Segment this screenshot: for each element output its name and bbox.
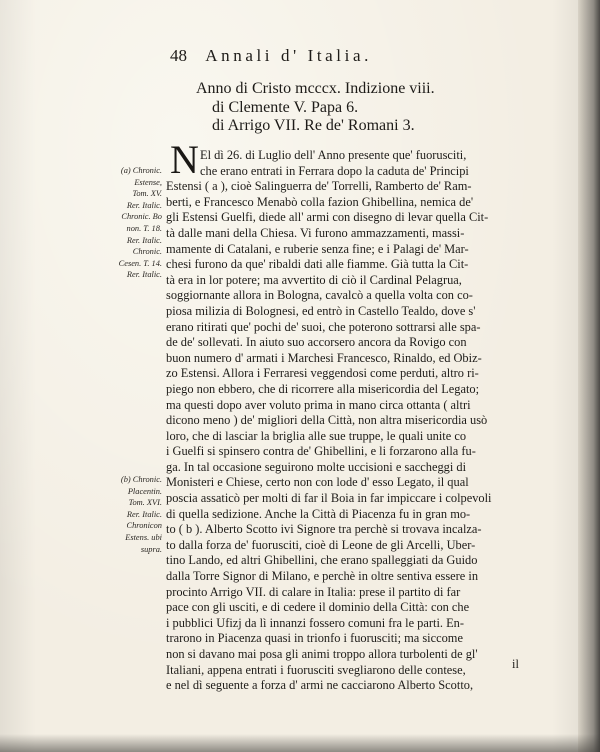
text-line: tino Lando, ed altri Ghibellini, che erano spalleggiati da Guido	[166, 553, 478, 568]
text-line: zo Estensi. Allora i Ferraresi veggendosi come perduti, altro ri-	[166, 366, 479, 381]
text-line: Italiani, appena entrati i fuorusciti svegliarono delle contese,	[166, 662, 466, 677]
marginal-note-line: Chronicon	[126, 521, 162, 531]
page-number: 48	[170, 46, 187, 65]
year-title-block	[196, 80, 435, 136]
marginal-note-a	[98, 165, 162, 281]
text-line: non si davano mai posa gli animi troppo allora turbolenti de gl'	[166, 647, 478, 661]
marginal-note-line: Rer. Italic.	[126, 235, 162, 245]
marginal-note-line: (a) Chronic.	[120, 166, 162, 175]
text-line: ga. In tal occasione seguirono molte uccisioni e saccheggi di	[166, 459, 467, 474]
text-line: Estensi ( a ), cioè Salinguerra de' Torrelli, Ramberto de' Ram-	[166, 179, 472, 194]
text-line: trarono in Piacenza quasi in trionfo i fuorusciti; ma siccome	[166, 631, 463, 646]
drop-cap: N	[170, 137, 199, 182]
marginal-note-line: non. T. 18.	[126, 223, 162, 233]
text-line: i Guelfi si spinsero contra de' Ghibellini, e li forzarono alla fu-	[166, 444, 476, 459]
title-line-king: di Arrigo VII. Re de' Romani 3.	[212, 117, 415, 134]
text-line: soggiornante allora in Bologna, cavalcò a quella volta con co-	[166, 288, 473, 303]
page-bottom-shadow	[0, 734, 600, 752]
text-line: e nel dì seguente a forza d' armi ne cacciarono Alberto Scotto,	[166, 678, 474, 693]
text-line: mamente di Catalani, e ruberie senza fine; e i Palagi de' Mar-	[166, 241, 469, 256]
text-line: pace con gli usciti, e di cedere il dominio della Città: con che	[166, 600, 470, 615]
text-line: piosa milizia di Bolognesi, ed entrò in Castello Tealdo, dove s'	[166, 303, 476, 318]
text-line: di quella sedizione. Anche la Città di Piacenza fu in gran mo-	[166, 506, 471, 521]
text-line: loro, che di lasciar la briglia alle sue truppe, le quali unite co	[166, 428, 467, 443]
text-line: i pubblici Ufizj da lì innanzi fossero comuni fra le parti. En-	[166, 615, 464, 630]
text-line: El dì 26. di Luglio dell' Anno presente que' fuorusciti,	[200, 148, 467, 162]
marginal-note-line: Placentin.	[127, 486, 162, 496]
text-line: dicono meno ) de' migliori della Città, non altra misericordia usò	[166, 413, 488, 428]
marginal-note-line: Rer. Italic.	[126, 270, 162, 280]
catch-word: il	[512, 657, 519, 671]
marginal-note-line: Rer. Italic.	[126, 200, 162, 210]
text-line: Monisteri e Chiese, certo non con lode d' esso Legato, il qual	[166, 475, 469, 490]
text-line: poscia assaticò per molti di far il Boia in far impiccare i colpevoli	[166, 491, 492, 506]
text-line: tà era in lor potere; ma avvertito di ciò il Cardinal Pelagrua,	[166, 272, 462, 287]
text-line: ma questi dopo aver voluto prima in mano circa ottanta ( altri	[166, 397, 471, 412]
text-line: piego non ebbero, che di ricorrere alla misericordia del Legato;	[166, 381, 480, 396]
running-head-title: Annali d' Italia.	[205, 46, 372, 65]
text-line: chesi furono da que' ribaldi dati alle fiamme. Già tutta la Cit-	[166, 257, 469, 272]
marginal-note-line: Tom. XVI.	[128, 498, 162, 508]
marginal-note-line: Estense,	[134, 177, 162, 187]
marginal-note-line: (b) Chronic.	[120, 475, 162, 484]
text-line: gli Estensi Guelfi, diede all' armi con disegno di levar quella Cit-	[166, 210, 489, 225]
text-line: berti, e Francesco Menabò colla fazion Ghibellina, nemica de'	[166, 194, 474, 209]
marginal-note-line: Rer. Italic.	[126, 509, 162, 519]
marginal-note-line: Chronic.	[132, 247, 162, 257]
marginal-note-line: Tom. XV.	[132, 189, 162, 199]
text-line: buon numero d' armati i Marchesi Francesco, Rinaldo, ed Obiz-	[166, 350, 482, 365]
text-line: to ( b ). Alberto Scotto ivi Signore tra perchè si trovava incalza-	[166, 522, 482, 537]
body-text	[166, 148, 522, 694]
marginal-note-line: Cesen. T. 14.	[118, 258, 162, 268]
text-line: erano ritirati que' pochi de' suoi, che poterono sottrarsi alle spa-	[166, 319, 481, 334]
text-line: tà dalle mani della Chiesa. Vi furono ammazzamenti, massi-	[166, 225, 465, 240]
title-line-pope: di Clemente V. Papa 6.	[212, 98, 359, 116]
text-line: to dalla forza de' fuorusciti, cioè di Leone de gli Arcelli, Uber-	[166, 537, 476, 552]
title-line-year: Anno di Cristo mcccx. Indizione viii.	[196, 80, 435, 97]
text-line: dalla Torre Signor di Milano, e perchè in oltre sentiva essere in	[166, 569, 479, 584]
text-line: che erano entrati in Ferrara dopo la caduta de' Principi	[200, 163, 469, 178]
text-line: de de' sollevati. In aiuto suo accorsero ancora da Rovigo con	[166, 335, 467, 350]
page-edge-shadow	[578, 0, 600, 752]
running-head	[170, 46, 372, 66]
marginal-note-line: Chronic. Bo	[121, 212, 162, 222]
marginal-note-line: supra.	[140, 544, 162, 554]
marginal-note-line: Estens. ubi	[125, 532, 162, 542]
text-line: procinto Arrigo VII. di calare in Italia: prese il partito di far	[166, 584, 461, 599]
marginal-note-b	[98, 474, 162, 555]
